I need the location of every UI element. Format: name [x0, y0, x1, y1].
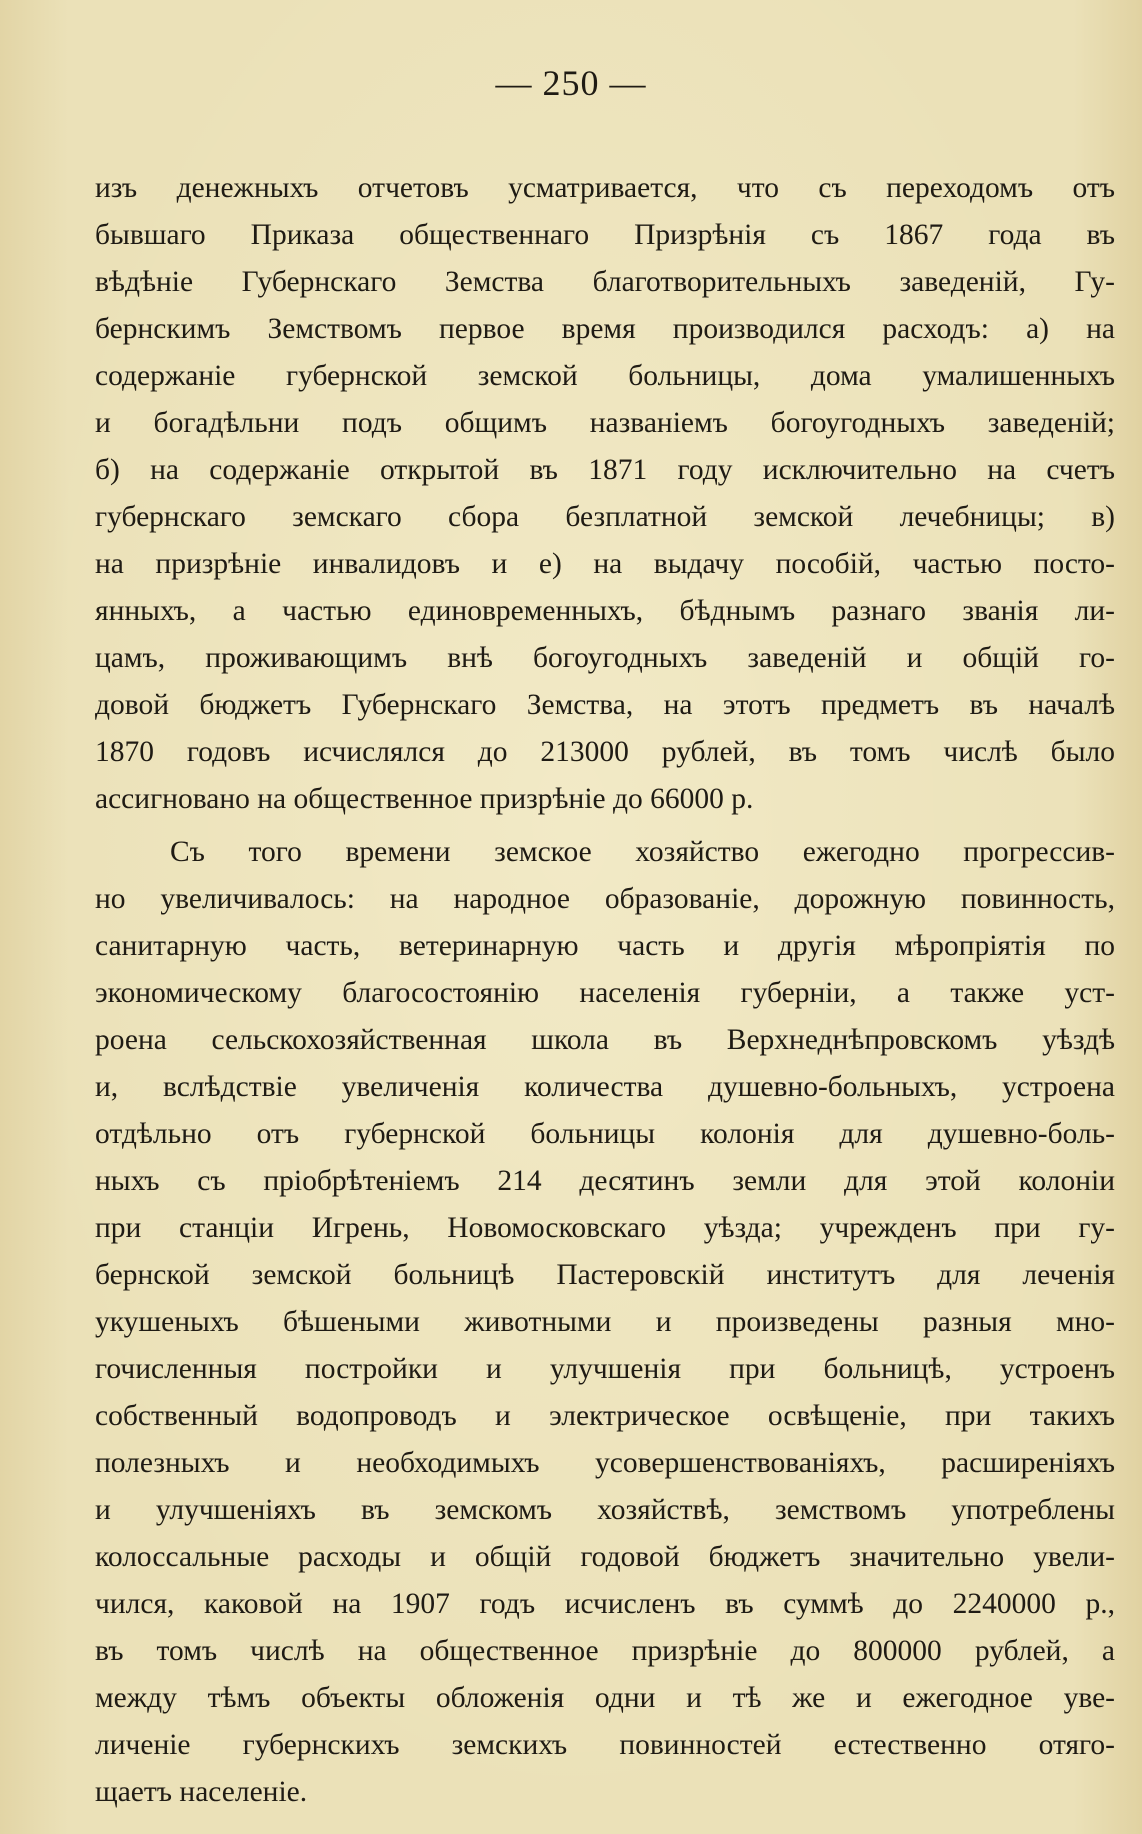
- text-line: экономическому благосостоянію населенія губерніи, а также уст-: [95, 977, 1115, 1009]
- text-line: довой бюджетъ Губернскаго Земства, на этотъ предметъ въ началѣ: [95, 689, 1115, 721]
- page-number: — 250 —: [495, 63, 647, 103]
- text-line: личеніе губернскихъ земскихъ повинностей естественно отяго-: [95, 1729, 1115, 1761]
- text-line: при станціи Игрень, Новомосковскаго уѣзда; учрежденъ при гу-: [95, 1212, 1115, 1244]
- text-line: и улучшеніяхъ въ земскомъ хозяйствѣ, земствомъ употреблены: [95, 1494, 1115, 1526]
- text-line: собственный водопроводъ и электрическое освѣщеніе, при такихъ: [95, 1400, 1115, 1432]
- text-line: роена сельскохозяйственная школа въ Верхнеднѣпровскомъ уѣздѣ: [95, 1024, 1115, 1056]
- text-line: Съ того времени земское хозяйство ежегодно прогрессив-: [170, 836, 1115, 868]
- text-line: гочисленныя постройки и улучшенія при больницѣ, устроенъ: [95, 1353, 1115, 1385]
- text-line: бернскимъ Земствомъ первое время производился расходъ: а) на: [95, 313, 1115, 345]
- text-line: полезныхъ и необходимыхъ усовершенствованіяхъ, расширеніяхъ: [95, 1447, 1115, 1479]
- text-line: вѣдѣніе Губернскаго Земства благотворительныхъ заведеній, Гу-: [95, 266, 1115, 298]
- text-line: б) на содержаніе открытой въ 1871 году исключительно на счетъ: [95, 454, 1115, 486]
- text-line: бывшаго Приказа общественнаго Призрѣнія съ 1867 года въ: [95, 219, 1115, 251]
- text-line: цамъ, проживающимъ внѣ богоугодныхъ заведеній и общій го-: [95, 642, 1115, 674]
- text-line: ныхъ съ пріобрѣтеніемъ 214 десятинъ земли для этой колоніи: [95, 1165, 1115, 1197]
- text-line: янныхъ, а частью единовременныхъ, бѣднымъ разнаго званія ли-: [95, 595, 1115, 627]
- text-line: укушеныхъ бѣшеными животными и произведены разныя мно-: [95, 1306, 1115, 1338]
- text-line: но увеличивалось: на народное образованіе, дорожную повинность,: [95, 883, 1115, 915]
- text-line: бернской земской больницѣ Пастеровскій институтъ для леченія: [95, 1259, 1115, 1291]
- text-line: между тѣмъ объекты обложенія одни и тѣ же и ежегодное уве-: [95, 1682, 1115, 1714]
- text-line: 1870 годовъ исчислялся до 213000 рублей, въ томъ числѣ было: [95, 736, 1115, 768]
- text-line: и, вслѣдствіе увеличенія количества душевно-больныхъ, устроена: [95, 1071, 1115, 1103]
- text-line: въ томъ числѣ на общественное призрѣніе до 800000 рублей, а: [95, 1635, 1115, 1667]
- text-line: и богадѣльни подъ общимъ названіемъ богоугодныхъ заведеній;: [95, 407, 1115, 439]
- text-line: ассигновано на общественное призрѣніе до 66000 р.: [95, 783, 754, 815]
- text-line: на призрѣніе инвалидовъ и е) на выдачу пособій, частью посто-: [95, 548, 1115, 580]
- text-line: колоссальные расходы и общій годовой бюджетъ значительно увели-: [95, 1541, 1115, 1573]
- body-text: [95, 165, 1115, 1816]
- text-line: изъ денежныхъ отчетовъ усматривается, что съ переходомъ отъ: [95, 172, 1115, 204]
- text-line: отдѣльно отъ губернской больницы колонія для душевно-боль-: [95, 1118, 1115, 1150]
- paragraph-1: [95, 165, 1115, 823]
- paragraph-2: [95, 829, 1115, 1816]
- text-line: санитарную часть, ветеринарную часть и другія мѣропріятія по: [95, 930, 1115, 962]
- text-line: губернскаго земскаго сбора безплатной земской лечебницы; в): [95, 501, 1115, 533]
- text-line: щаетъ населеніе.: [95, 1776, 308, 1808]
- text-line: чился, каковой на 1907 годъ исчисленъ въ суммѣ до 2240000 р.,: [95, 1588, 1115, 1620]
- text-line: содержаніе губернской земской больницы, дома умалишенныхъ: [95, 360, 1115, 392]
